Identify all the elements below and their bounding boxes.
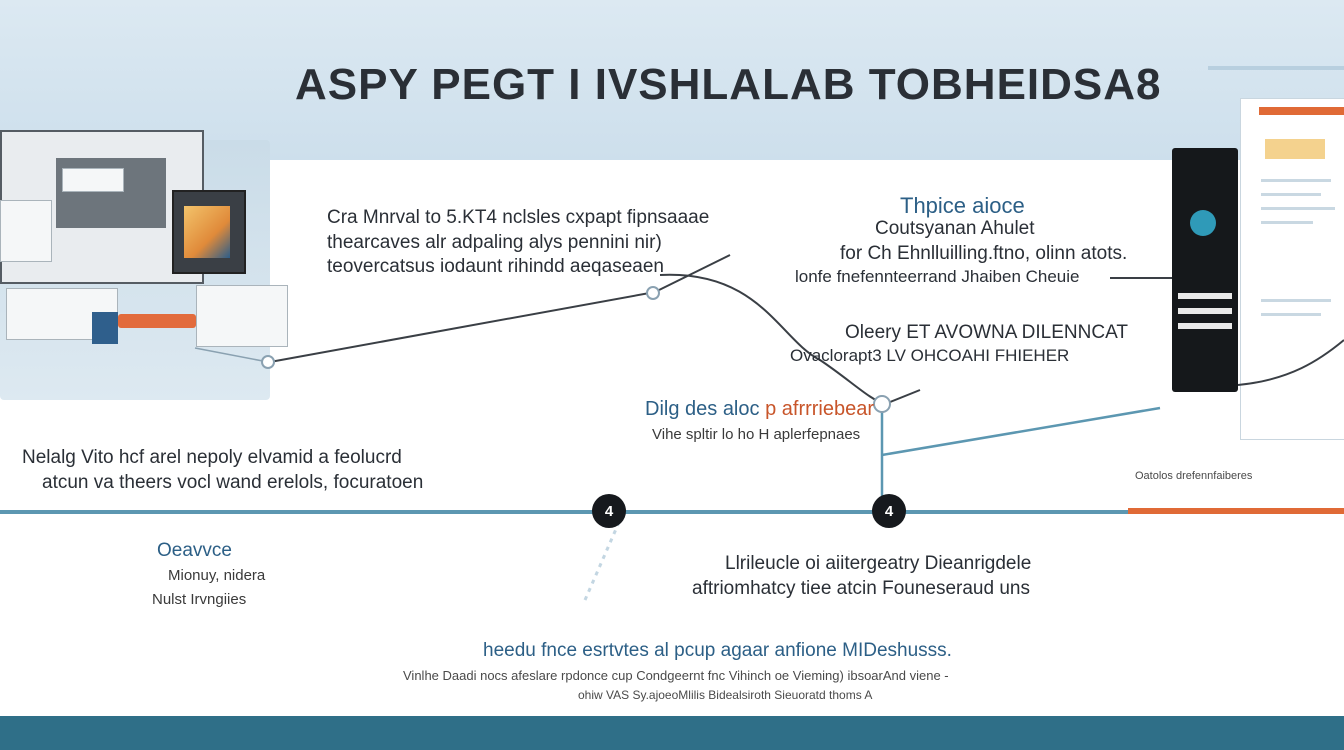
timeline-node-2: 4 [872,494,906,528]
lower-left-heading: Oeavvce [157,540,232,561]
top-block-line-1: Cra Mnrval to 5.KT4 nclsles cxpapt fipnsaaae [327,207,710,228]
connector-node [874,396,890,412]
footer-band [0,716,1344,750]
bottom-line-1: Vinlhe Daadi nocs afeslare rpdonce cup Condgeernt fnc Vihinch oe Vieming) ibsoarAnd viene - [403,668,949,683]
lower-left-line-2: Nulst Irvngiies [152,591,247,608]
center-heading [645,398,874,421]
mid-right-line-1: Oleery ET AVOWNA DILENNCAT [845,322,1128,343]
left-block-line-2: atcun va theers vocl wand erelols, focuratoen [42,472,424,493]
dashed-connector [585,520,620,600]
connector-line [270,292,655,362]
right-block-line-1: Coutsyanan Ahulet [875,218,1035,239]
connector-line [882,408,1160,455]
center-subtext: Vihe spltir lo ho H aplerfepnaes [652,426,861,443]
timeline-bar [0,510,1130,514]
connector-node [262,356,274,368]
top-block-line-2: thearcaves alr adpaling alys pennini nir) [327,232,662,253]
page-title: ASPY PEGT I IVSHLALAB TOBHEIDSA8 [295,60,1162,109]
right-block-line-3: lonfe fnefennteerrand Jhaiben Cheuie [795,267,1080,286]
right-block-heading: Thpice aioce [900,193,1025,218]
right-small-note: Oatolos drefennfaiberes [1135,470,1253,482]
connector-line [195,348,268,362]
bottom-line-2: ohiw VAS Sy.ajoeoMlilis Bidealsiroth Sieuoratd thoms A [578,688,873,702]
lower-left-line-1: Mionuy, nidera [168,567,266,584]
right-block-line-2: for Ch Ehnlluilling.ftno, olinn atots. [840,243,1128,264]
connector-line [655,255,730,292]
left-block-line-1: Nelalg Vito hcf arel nepoly elvamid a feolucrd [22,447,402,468]
center-heading-orange: p afrrriebear [765,398,875,420]
center-heading-blue: Dilg des aloc [645,398,760,420]
mid-right-line-2: Ovaclorapt3 LV OHCOAHI FHIEHER [790,346,1070,365]
timeline-accent [1128,508,1344,514]
timeline-node-1: 4 [592,494,626,528]
lower-center-line-1: Llrileucle oi aiitergeatry Dieanrigdele [725,553,1032,574]
lower-center-line-2: aftriomhatcy tiee atcin Founeseraud uns [692,578,1030,599]
connector-node [647,287,659,299]
connector-line [1238,340,1344,385]
bottom-heading: heedu fnce esrtvtes al pcup agaar anfione MIDeshusss. [483,640,952,661]
top-block-line-3: teovercatsus iodaunt rihindd aeqaseaen [327,256,664,277]
